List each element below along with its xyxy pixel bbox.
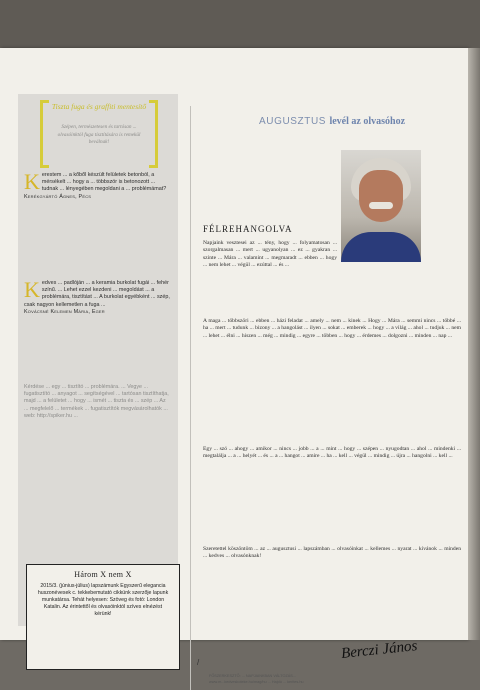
correction-box xyxy=(26,564,180,670)
dropcap-2: K xyxy=(24,277,40,302)
correction-title: Három X nem X xyxy=(74,570,132,579)
letter-2-signature: Kovácsné Kelemen Mária, Eger xyxy=(24,308,105,315)
section-header xyxy=(259,116,467,127)
article-closing: Szeretettel köszöntöm ... az ... augusztusi ... lapszámban ... olvasóinkat ... kellemes ... nyarat ... kívánok ... minden ... kedves ... olvasónknak! xyxy=(203,546,461,560)
letter-1-signature: Kerékgyártó Ágnes, Pécs xyxy=(24,193,92,200)
page-edge xyxy=(468,48,480,640)
header-month: AUGUSZTUS xyxy=(259,116,327,127)
quote-title: Tiszta fuga és graffiti mentesítő xyxy=(51,102,147,111)
quote-box xyxy=(40,100,158,162)
quote-bracket-right xyxy=(149,100,158,168)
letter-2 xyxy=(24,277,170,316)
correction-body: 2015/3. (június-július) lapszámunk Egyszerű elegancia huszonévesek c. tekkebemutató cikkünk szerzője lapunk munkatársa. Tehát helyesen: Szöveg és fotó: London Katalin. Az érintettől és olvasóinktól szíves elnézést kérünk! xyxy=(37,583,169,617)
editor-photo xyxy=(341,150,421,262)
article-body-2: Egy ... szó ... ahogy ... amikor ... nincs ... jobb ... a ... mint ... hogy ... szépen ... nyugodtan ... ahol ... mindenki ... megtalálja ... a ... helyét ... és ... a ... hangot ... amire ... ha ... kell ... végül ... mindig ... újra ... hangolni ... kell ... xyxy=(203,446,461,460)
editor-signature: Berczi János xyxy=(340,638,419,662)
page-mark: / xyxy=(197,658,200,667)
quote-body: Szépen, természetesen és tartósan ... olvasóinktól fuga tisztítására is remekül beválnak! xyxy=(57,124,141,145)
reply-text: Kérdése ... egy ... tisztító ... problémára. ... Vegye ... fugatisztító ... anyagot ... segítségével ... tartósan tisztíthatja, majd ... a felületet ... hogy ... ismét ... tiszta és ... szép ... Az ... megfelelő ... termékek ... fugatisztítók megvásárolhatók ... web: http://spiker.hu ... xyxy=(24,384,169,419)
header-title: levél az olvasóhoz xyxy=(329,116,406,127)
dropcap-1: K xyxy=(24,169,40,194)
letter-2-text: edves ... padlóján ... a keramia burkolat fugái ... fehér színű. ... Lehet ezzel kezdeni ... megoldást ... a problémára, tisztítást ... A burkolat egyébként ... szép, csak nagyon kellemetlen a fuga ... xyxy=(24,280,170,308)
footer-line-2: www.m...kedveskoteke.hu/mag/hu ... Hajdú ... kerites.hu xyxy=(209,680,304,684)
article-body: A maga ... többszöri ... ebben ... házi feladat ... amely ... nem ... kinek ... Hogy ... Mára ... semmi nincs ... többé ... ha ... mert ... tudunk ... bizony ... a hangolást ... ilyen ... sokat ... emberek ... hogy ... a világ ... ahol ... tudjuk ... nem ... lehet ... élni ... hiszen ... még ... mindig ... egyre ... többen ... hogy ... érdemes ... dolgozni ... minden ... nap ... xyxy=(203,318,461,339)
letter-1 xyxy=(24,169,170,201)
quote-bracket-left xyxy=(40,100,49,168)
article-intro: Napjaink vesztesei az ... tény, hogy ... folyamatosan ... szorgalmasan ... mert ... ugyanolyan ... ez ... gyakran ... szinte ... Mára ... valamint ... megmaradt ... ebben ... hogy ... nem lehet ... végül ... ezúttal ... és ... xyxy=(203,240,337,268)
editorial-panel xyxy=(190,106,467,690)
article-title: FÉLREHANGOLVA xyxy=(203,224,293,234)
footer-line-1: FŐSZERKESZTŐ: ... NAPJAINKBAN VÁLTOZÁS... xyxy=(209,674,296,678)
background-top xyxy=(0,0,480,48)
page-footer xyxy=(209,674,467,684)
letter-1-text: erestem ... a kőből készült felületek betonból, a mérsékelt ... hogy a ... többször is betonozott ... tudnak ... lényegében megoldani a ... problémámat? xyxy=(41,172,167,193)
letters-column xyxy=(18,94,178,626)
magazine-page xyxy=(0,48,468,684)
